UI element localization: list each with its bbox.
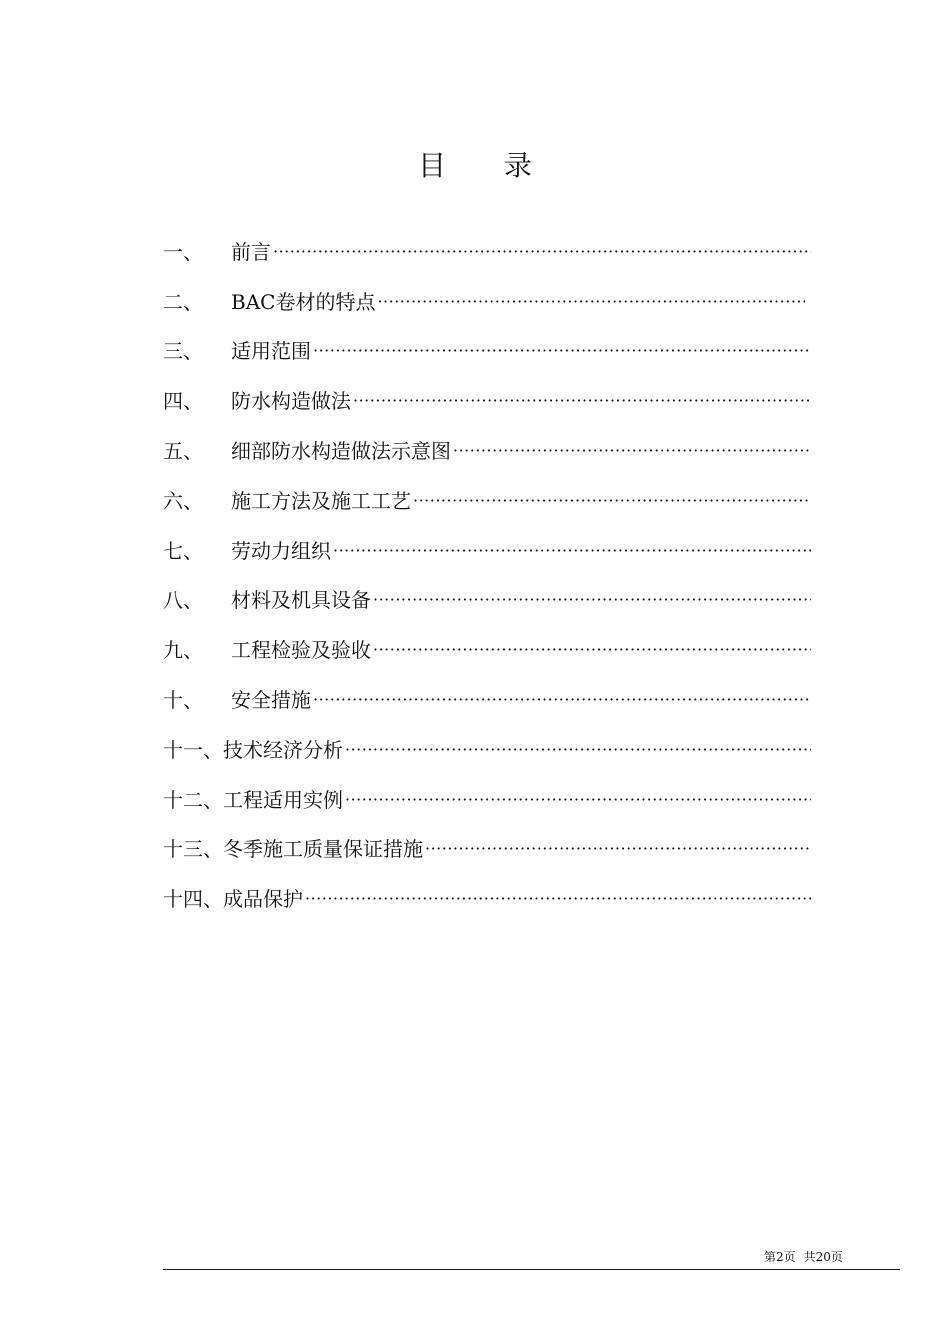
toc-label: 工程检验及验收 xyxy=(231,638,371,663)
toc-number: 二、 xyxy=(163,289,203,314)
toc-label: 前言 xyxy=(231,239,271,264)
toc-leader-dots xyxy=(273,232,811,272)
toc-label: 防水构造做法 xyxy=(231,389,351,414)
toc-leader-dots xyxy=(377,282,805,322)
toc-entry-11[interactable] xyxy=(163,725,811,775)
toc-leader-dots xyxy=(373,630,811,670)
toc-number: 十二、 xyxy=(163,787,223,812)
toc-entry-8[interactable] xyxy=(163,576,811,626)
toc-leader-dots xyxy=(345,780,811,820)
toc-number: 十一、 xyxy=(163,737,223,762)
page-number: 第2页 xyxy=(764,1250,796,1264)
toc-number: 四、 xyxy=(163,389,203,414)
toc-number: 七、 xyxy=(163,538,203,563)
toc-entry-9[interactable] xyxy=(163,625,811,675)
toc-leader-dots xyxy=(333,531,811,571)
toc-entry-10[interactable] xyxy=(163,675,811,725)
toc-label: BAC卷材的特点 xyxy=(231,289,376,314)
toc-label: 细部防水构造做法示意图 xyxy=(231,439,451,464)
toc-leader-dots xyxy=(313,331,811,371)
page-total: 共20页 xyxy=(803,1250,843,1264)
toc-leader-dots xyxy=(345,730,811,770)
toc-label: 材料及机具设备 xyxy=(231,588,371,613)
toc-leader-dots xyxy=(353,381,811,421)
title-char-2: 录 xyxy=(504,149,533,182)
toc-entry-4[interactable] xyxy=(163,376,811,426)
toc-number: 八、 xyxy=(163,588,203,613)
toc-entry-13[interactable] xyxy=(163,825,811,875)
footer-divider xyxy=(163,1269,900,1270)
toc-leader-dots xyxy=(425,829,811,869)
toc-leader-dots xyxy=(413,481,811,521)
toc-label: 施工方法及施工工艺 xyxy=(231,488,411,513)
table-of-contents xyxy=(163,227,811,924)
toc-label: 成品保护 xyxy=(223,887,303,912)
toc-label: 适用范围 xyxy=(231,339,311,364)
toc-label: 工程适用实例 xyxy=(223,787,343,812)
toc-leader-dots xyxy=(313,680,811,720)
toc-entry-5[interactable] xyxy=(163,426,811,476)
toc-leader-dots xyxy=(453,431,811,471)
toc-number: 十三、 xyxy=(163,837,223,862)
title-char-1: 目 xyxy=(417,149,446,182)
toc-label: 冬季施工质量保证措施 xyxy=(223,837,423,862)
toc-number: 九、 xyxy=(163,638,203,663)
toc-leader-dots xyxy=(305,879,811,919)
toc-entry-14[interactable] xyxy=(163,874,811,924)
toc-entry-1[interactable] xyxy=(163,227,811,277)
toc-entry-12[interactable] xyxy=(163,775,811,825)
toc-number: 一、 xyxy=(163,239,203,264)
page-footer xyxy=(764,1249,843,1265)
toc-leader-dots xyxy=(373,580,811,620)
toc-label: 安全措施 xyxy=(231,688,311,713)
toc-number: 五、 xyxy=(163,439,203,464)
toc-label: 劳动力组织 xyxy=(231,538,331,563)
toc-entry-7[interactable] xyxy=(163,526,811,576)
toc-number: 十四、 xyxy=(163,887,223,912)
toc-entry-3[interactable] xyxy=(163,327,811,377)
toc-number: 三、 xyxy=(163,339,203,364)
toc-label: 技术经济分析 xyxy=(223,737,343,762)
toc-number: 六、 xyxy=(163,488,203,513)
page-title xyxy=(0,148,950,184)
toc-number: 十、 xyxy=(163,688,203,713)
toc-entry-2[interactable] xyxy=(163,277,811,327)
toc-entry-6[interactable] xyxy=(163,476,811,526)
